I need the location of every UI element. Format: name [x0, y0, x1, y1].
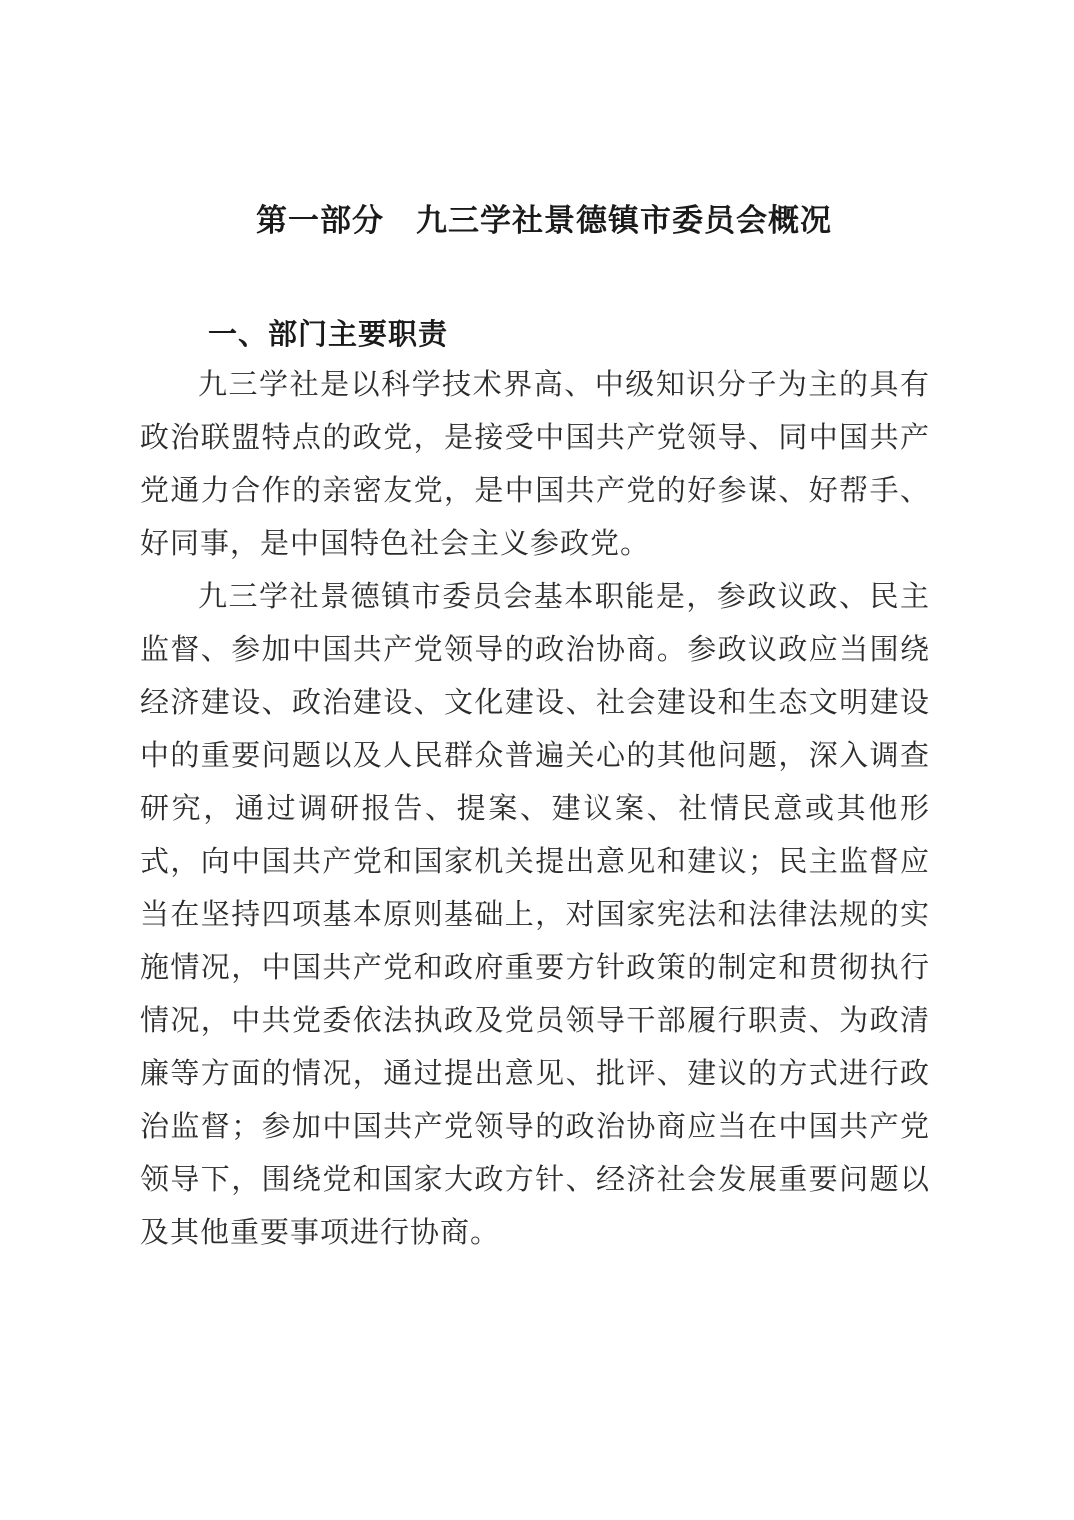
- section-heading: 一、部门主要职责: [208, 319, 449, 351]
- document-title: 第一部分 九三学社景德镇市委员会概况: [256, 203, 832, 238]
- paragraph-intro: 九三学社是以科学技术界高、中级知识分子为主的具有政治联盟特点的政党，是接受中国共产党领导、同中国共产党通力合作的亲密友党，是中国共产党的好参谋、好帮手、好同事，是中国特色社会主义参政党。: [140, 369, 930, 560]
- paragraph-functions: 九三学社景德镇市委员会基本职能是，参政议政、民主监督、参加中国共产党领导的政治协商。参政议政应当围绕经济建设、政治建设、文化建设、社会建设和生态文明建设中的重要问题以及人民群众普遍关心的其他问题，深入调查研究，通过调研报告、提案、建议案、社情民意或其他形式，向中国共产党和国家机关提出意见和建议；民主监督应当在坚持四项基本原则基础上，对国家宪法和法律法规的实施情况，中国共产党和政府重要方针政策的制定和贯彻执行情况，中共党委依法执政及党员领导干部履行职责、为政清廉等方面的情况，通过提出意见、批评、建议的方式进行政治监督；参加中国共产党领导的政治协商应当在中国共产党领导下，围绕党和国家大政方针、经济社会发展重要问题以及其他重要事项进行协商。: [140, 581, 930, 1249]
